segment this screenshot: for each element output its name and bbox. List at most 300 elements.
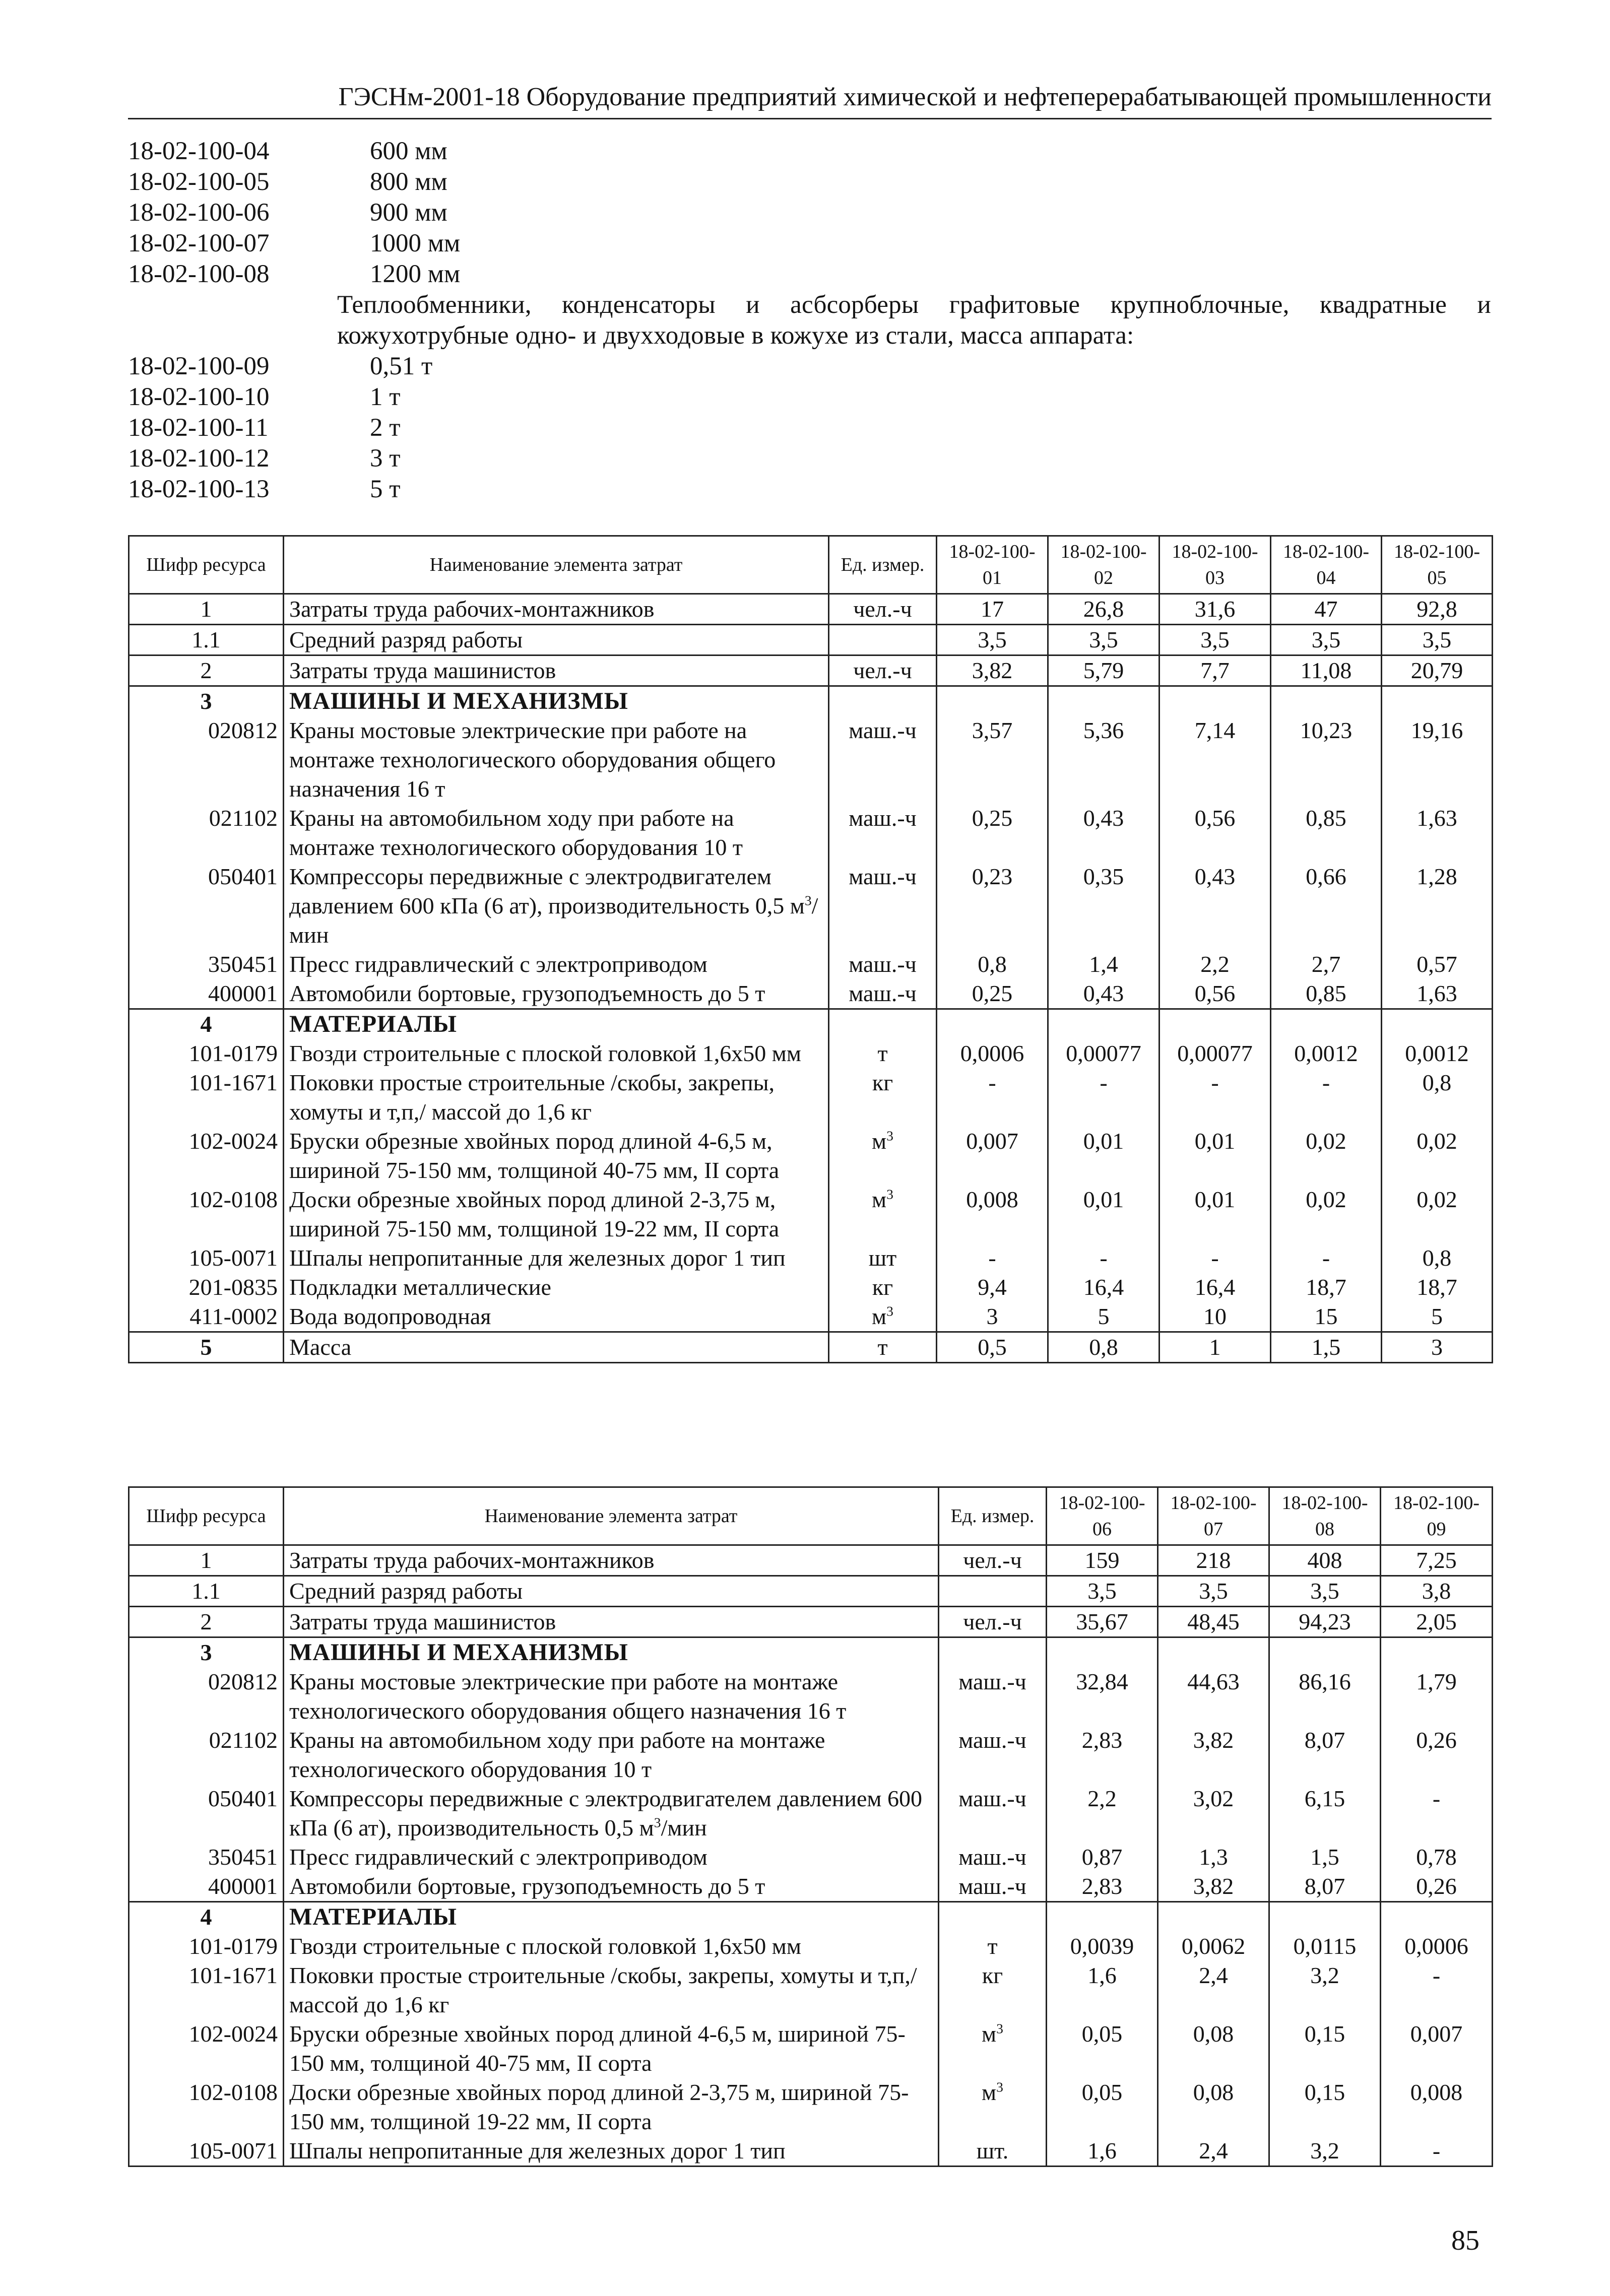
cell-value: 0,01 xyxy=(1048,1127,1160,1185)
cell-code: 102-0108 xyxy=(129,2078,284,2136)
cell-value: 5,36 xyxy=(1048,716,1160,804)
table-row xyxy=(129,950,1493,979)
cell-name: Поковки простые строительные /скобы, закрепы, хомуты и т,п,/ массой до 1,6 кг xyxy=(284,1068,829,1127)
section-title: МАТЕРИАЛЫ xyxy=(284,1902,939,1932)
cell-code: 101-0179 xyxy=(129,1932,284,1961)
header-col: 18-02-100-02 xyxy=(1048,536,1160,594)
cell-name: Пресс гидравлический с электроприводом xyxy=(284,950,829,979)
header-code: Шифр ресурса xyxy=(129,1487,284,1545)
cell-value: 2,83 xyxy=(1047,1726,1158,1784)
cell-name xyxy=(284,862,829,950)
section-title: МАТЕРИАЛЫ xyxy=(284,1009,829,1039)
cell-value: 35,67 xyxy=(1047,1607,1158,1637)
cell-value: 0,56 xyxy=(1160,804,1271,862)
code-row xyxy=(128,413,1492,443)
table-row xyxy=(129,625,1493,655)
table-row xyxy=(129,655,1493,686)
cell-unit xyxy=(939,1576,1047,1607)
cell-name: Шпалы непропитанные для железных дорог 1 тип xyxy=(284,2136,939,2167)
table-row xyxy=(129,1068,1493,1127)
superscript: 3 xyxy=(886,1303,893,1319)
cell-code: 201-0835 xyxy=(129,1273,284,1302)
cell-value: 7,25 xyxy=(1381,1545,1493,1576)
cell-value: 8,07 xyxy=(1269,1726,1381,1784)
cell-name: Гвозди строительные с плоской головкой 1,6х50 мм xyxy=(284,1932,939,1961)
cell-value: 1,63 xyxy=(1382,804,1493,862)
code-row xyxy=(128,228,1492,259)
cell-value: 0,008 xyxy=(937,1185,1048,1243)
section-row-machines xyxy=(129,1637,1493,1668)
table-row xyxy=(129,1872,1493,1902)
cell-value: 0,78 xyxy=(1381,1843,1493,1872)
cell-value: 19,16 xyxy=(1382,716,1493,804)
cell-value: 3,8 xyxy=(1381,1576,1493,1607)
table-row xyxy=(129,1127,1493,1185)
cell-unit: маш.-ч xyxy=(939,1872,1047,1902)
resource-table-2 xyxy=(128,1486,1493,2167)
cell-unit: чел.-ч xyxy=(829,594,937,625)
cell-value: 94,23 xyxy=(1269,1607,1381,1637)
cell-value: 3,82 xyxy=(1158,1872,1269,1902)
cell-unit: шт. xyxy=(939,2136,1047,2167)
cell-name: Средний разряд работы xyxy=(284,1576,939,1607)
cell-value: 3,2 xyxy=(1269,1961,1381,2019)
cell-value: 0,08 xyxy=(1158,2078,1269,2136)
cell-value: - xyxy=(1271,1068,1382,1127)
table-row xyxy=(129,1607,1493,1637)
code-value: 800 мм xyxy=(370,168,447,196)
table-row xyxy=(129,594,1493,625)
cell-code: 050401 xyxy=(129,1784,284,1843)
code-row xyxy=(128,443,1492,474)
section-title: МАШИНЫ И МЕХАНИЗМЫ xyxy=(284,1637,939,1668)
cell-name: Затраты труда рабочих-монтажников xyxy=(284,1545,939,1576)
code-id: 18-02-100-12 xyxy=(128,444,270,473)
cell-unit: маш.-ч xyxy=(829,716,937,804)
cell-value: 11,08 xyxy=(1271,655,1382,686)
cell-value: 0,08 xyxy=(1158,2019,1269,2078)
cell-value: 20,79 xyxy=(1382,655,1493,686)
section-row-materials xyxy=(129,1902,1493,1932)
cell-value: 0,0012 xyxy=(1382,1039,1493,1068)
cell-value: 1,5 xyxy=(1269,1843,1381,1872)
cell-name: Затраты труда машинистов xyxy=(284,1607,939,1637)
code-id: 18-02-100-13 xyxy=(128,475,270,503)
cell-value: 5,79 xyxy=(1048,655,1160,686)
code-value: 0,51 т xyxy=(370,352,433,380)
cell-name: Подкладки металлические xyxy=(284,1273,829,1302)
table-row xyxy=(129,716,1493,804)
table-row xyxy=(129,1576,1493,1607)
cell-value: 2,83 xyxy=(1047,1872,1158,1902)
cell-value: 3,2 xyxy=(1269,2136,1381,2167)
cell-value: 3,02 xyxy=(1158,1784,1269,1843)
cell-name: Краны на автомобильном ходу при работе на монтаже технологического оборудования 10 т xyxy=(284,804,829,862)
cell-value: 1,63 xyxy=(1382,979,1493,1009)
cell-value: 2,2 xyxy=(1047,1784,1158,1843)
table-row-mass xyxy=(129,1332,1493,1363)
cell-name: Краны мостовые электрические при работе на монтаже технологического оборудования общего назначения 16 т xyxy=(284,1667,939,1726)
cell-value: 3,5 xyxy=(1158,1576,1269,1607)
cell-value: 44,63 xyxy=(1158,1667,1269,1726)
cell-name: Вода водопроводная xyxy=(284,1302,829,1332)
cell-value: 7,7 xyxy=(1160,655,1271,686)
cell-value: 10,23 xyxy=(1271,716,1382,804)
header-col: 18-02-100-01 xyxy=(937,536,1048,594)
table-row xyxy=(129,1932,1493,1961)
header-name: Наименование элемента затрат xyxy=(284,536,829,594)
cell-value: 3,5 xyxy=(1382,625,1493,655)
table-row xyxy=(129,1273,1493,1302)
code-id: 18-02-100-05 xyxy=(128,168,270,196)
header-name: Наименование элемента затрат xyxy=(284,1487,939,1545)
table-row xyxy=(129,1185,1493,1243)
table-row xyxy=(129,2136,1493,2167)
header-col: 18-02-100-07 xyxy=(1158,1487,1269,1545)
cell-name: Затраты труда рабочих-монтажников xyxy=(284,594,829,625)
cell-name: Пресс гидравлический с электроприводом xyxy=(284,1843,939,1872)
cell-value: 31,6 xyxy=(1160,594,1271,625)
table-header-row xyxy=(129,1487,1493,1545)
cell-unit: маш.-ч xyxy=(939,1667,1047,1726)
cell-code: 2 xyxy=(129,655,284,686)
cell-value: 0,25 xyxy=(937,804,1048,862)
header-col: 18-02-100-03 xyxy=(1160,536,1271,594)
resource-table-1 xyxy=(128,535,1493,1363)
cell-value: 0,0115 xyxy=(1269,1932,1381,1961)
cell-value: - xyxy=(1160,1068,1271,1127)
cell-code: 4 xyxy=(129,1009,284,1039)
cell-unit xyxy=(939,2078,1047,2136)
cell-value: 0,00077 xyxy=(1160,1039,1271,1068)
table-row xyxy=(129,2019,1493,2078)
code-list xyxy=(128,136,1492,505)
superscript: 3 xyxy=(804,892,812,908)
cell-value: 0,01 xyxy=(1160,1127,1271,1185)
cell-code: 1 xyxy=(129,594,284,625)
cell-value: 0,56 xyxy=(1160,979,1271,1009)
cell-name: Бруски обрезные хвойных пород длиной 4-6,5 м, шириной 75-150 мм, толщиной 40-75 мм, II сорта xyxy=(284,1127,829,1185)
code-value: 900 мм xyxy=(370,199,447,227)
cell-value: 47 xyxy=(1271,594,1382,625)
cell-value: 0,8 xyxy=(1382,1068,1493,1127)
cell-name: Доски обрезные хвойных пород длиной 2-3,75 м, шириной 75-150 мм, толщиной 19-22 мм, II сорта xyxy=(284,2078,939,2136)
table-row xyxy=(129,1243,1493,1273)
cell-code: 350451 xyxy=(129,1843,284,1872)
cell-code: 400001 xyxy=(129,1872,284,1902)
cell-value: 0,85 xyxy=(1271,804,1382,862)
cell-name: Краны на автомобильном ходу при работе на монтаже технологического оборудования 10 т xyxy=(284,1726,939,1784)
cell-value: 3,5 xyxy=(1160,625,1271,655)
code-value: 1200 мм xyxy=(370,260,461,288)
table-header-row xyxy=(129,536,1493,594)
header-col: 18-02-100-06 xyxy=(1047,1487,1158,1545)
unit-text: м xyxy=(982,2021,997,2047)
cell-value: 0,87 xyxy=(1047,1843,1158,1872)
cell-unit: маш.-ч xyxy=(829,862,937,950)
cell-code: 3 xyxy=(129,1637,284,1668)
table-row xyxy=(129,1545,1493,1576)
cell-value: 32,84 xyxy=(1047,1667,1158,1726)
cell-unit xyxy=(829,1302,937,1332)
cell-value: 5 xyxy=(1048,1302,1160,1332)
code-value: 600 мм xyxy=(370,137,447,165)
cell-name: Автомобили бортовые, грузоподъемность до 5 т xyxy=(284,1872,939,1902)
superscript: 3 xyxy=(996,2020,1003,2037)
cell-value: 86,16 xyxy=(1269,1667,1381,1726)
cell-value: 3,82 xyxy=(937,655,1048,686)
superscript: 3 xyxy=(886,1186,893,1202)
cell-code: 105-0071 xyxy=(129,2136,284,2167)
code-row xyxy=(128,136,1492,167)
section-title: МАШИНЫ И МЕХАНИЗМЫ xyxy=(284,686,829,716)
cell-value: 5 xyxy=(1382,1302,1493,1332)
code-row xyxy=(128,382,1492,413)
cell-value: 9,4 xyxy=(937,1273,1048,1302)
cell-value: 3,5 xyxy=(1048,625,1160,655)
cell-value: 3,57 xyxy=(937,716,1048,804)
cell-unit: кг xyxy=(829,1273,937,1302)
cell-value: 0,0006 xyxy=(937,1039,1048,1068)
cell-code: 020812 xyxy=(129,716,284,804)
header-col: 18-02-100-04 xyxy=(1271,536,1382,594)
cell-code: 102-0024 xyxy=(129,2019,284,2078)
cell-value: - xyxy=(1381,1961,1493,2019)
table-row xyxy=(129,1726,1493,1784)
header-col: 18-02-100-05 xyxy=(1382,536,1493,594)
cell-unit xyxy=(939,2019,1047,2078)
cell-value: 1,4 xyxy=(1048,950,1160,979)
cell-value: 10 xyxy=(1160,1302,1271,1332)
table-row xyxy=(129,1961,1493,2019)
code-row xyxy=(128,351,1492,382)
cell-name-text: Компрессоры передвижные с электродвигателем давлением 600 кПа (6 ат), производительность 0,5 м xyxy=(289,864,805,919)
cell-value: 0,15 xyxy=(1269,2078,1381,2136)
cell-value: 408 xyxy=(1269,1545,1381,1576)
cell-value: - xyxy=(1048,1068,1160,1127)
cell-unit xyxy=(829,625,937,655)
cell-value: 0,05 xyxy=(1047,2078,1158,2136)
cell-value: 1,79 xyxy=(1381,1667,1493,1726)
cell-code: 021102 xyxy=(129,1726,284,1784)
cell-name: Шпалы непропитанные для железных дорог 1 тип xyxy=(284,1243,829,1273)
cell-unit: шт xyxy=(829,1243,937,1273)
cell-value: 2,7 xyxy=(1271,950,1382,979)
cell-value: 18,7 xyxy=(1271,1273,1382,1302)
cell-name: Гвозди строительные с плоской головкой 1,6х50 мм xyxy=(284,1039,829,1068)
cell-code: 101-0179 xyxy=(129,1039,284,1068)
cell-value: 1,6 xyxy=(1047,1961,1158,2019)
superscript: 3 xyxy=(654,1814,661,1830)
cell-value: 0,43 xyxy=(1048,804,1160,862)
cell-value: 0,05 xyxy=(1047,2019,1158,2078)
cell-value: 0,0062 xyxy=(1158,1932,1269,1961)
cell-name: Средний разряд работы xyxy=(284,625,829,655)
equipment-description: Теплообменники, конденсаторы и асбсорберы графитовые крупноблочные, квадратные и кожухотрубные одно- и двухходовые в кожухе из стали, масса аппарата: xyxy=(337,291,1491,350)
superscript: 3 xyxy=(996,2079,1003,2095)
table-row xyxy=(129,804,1493,862)
section-row-materials xyxy=(129,1009,1493,1039)
cell-value: 0,0012 xyxy=(1271,1039,1382,1068)
superscript: 3 xyxy=(886,1128,893,1144)
cell-value: 0,35 xyxy=(1048,862,1160,950)
cell-value: 0,0006 xyxy=(1381,1932,1493,1961)
table-row xyxy=(129,1039,1493,1068)
code-value: 5 т xyxy=(370,475,401,503)
cell-name: Масса xyxy=(284,1332,829,1363)
cell-code: 020812 xyxy=(129,1667,284,1726)
cell-value: 7,14 xyxy=(1160,716,1271,804)
cell-name: Доски обрезные хвойных пород длиной 2-3,75 м, шириной 75-150 мм, толщиной 19-22 мм, II сорта xyxy=(284,1185,829,1243)
table-row xyxy=(129,1667,1493,1726)
cell-value: 2,2 xyxy=(1160,950,1271,979)
cell-code: 3 xyxy=(129,686,284,716)
code-row xyxy=(128,474,1492,505)
cell-value: - xyxy=(937,1243,1048,1273)
cell-value: - xyxy=(1381,2136,1493,2167)
cell-code: 5 xyxy=(129,1332,284,1363)
cell-value: 2,05 xyxy=(1381,1607,1493,1637)
cell-value: 16,4 xyxy=(1160,1273,1271,1302)
cell-value: 0,25 xyxy=(937,979,1048,1009)
code-row xyxy=(128,259,1492,290)
cell-value: 8,07 xyxy=(1269,1872,1381,1902)
unit-text: м xyxy=(982,2079,997,2105)
cell-value: 0,26 xyxy=(1381,1726,1493,1784)
cell-value: 0,8 xyxy=(937,950,1048,979)
cell-unit: чел.-ч xyxy=(939,1545,1047,1576)
code-value: 2 т xyxy=(370,414,401,442)
cell-value: 0,01 xyxy=(1048,1185,1160,1243)
cell-value: 1,6 xyxy=(1047,2136,1158,2167)
code-row xyxy=(128,198,1492,228)
cell-value: 3,5 xyxy=(1047,1576,1158,1607)
code-id: 18-02-100-04 xyxy=(128,137,270,165)
cell-value: - xyxy=(1160,1243,1271,1273)
cell-code: 1.1 xyxy=(129,1576,284,1607)
cell-value: 18,7 xyxy=(1382,1273,1493,1302)
cell-value: 3,5 xyxy=(1271,625,1382,655)
code-id: 18-02-100-06 xyxy=(128,199,270,227)
cell-value: 26,8 xyxy=(1048,594,1160,625)
cell-code: 350451 xyxy=(129,950,284,979)
page-number: 85 xyxy=(1451,2225,1479,2256)
cell-value: 3,82 xyxy=(1158,1726,1269,1784)
unit-text: м xyxy=(872,1303,887,1329)
cell-unit: т xyxy=(829,1039,937,1068)
cell-unit: маш.-ч xyxy=(829,950,937,979)
cell-value: 2,4 xyxy=(1158,1961,1269,2019)
cell-value: 0,23 xyxy=(937,862,1048,950)
cell-value: 0,01 xyxy=(1160,1185,1271,1243)
cell-value: 0,15 xyxy=(1269,2019,1381,2078)
cell-value: 0,57 xyxy=(1382,950,1493,979)
code-id: 18-02-100-11 xyxy=(128,414,269,442)
section-row-machines xyxy=(129,686,1493,716)
cell-name: Затраты труда машинистов xyxy=(284,655,829,686)
cell-code: 4 xyxy=(129,1902,284,1932)
cell-unit: маш.-ч xyxy=(939,1843,1047,1872)
cell-value: 0,008 xyxy=(1381,2078,1493,2136)
cell-name: Автомобили бортовые, грузоподъемность до 5 т xyxy=(284,979,829,1009)
table-row xyxy=(129,1843,1493,1872)
code-value: 3 т xyxy=(370,444,401,473)
table-row xyxy=(129,862,1493,950)
header-col: 18-02-100-09 xyxy=(1381,1487,1493,1545)
cell-value: 0,85 xyxy=(1271,979,1382,1009)
cell-value: 0,02 xyxy=(1382,1185,1493,1243)
cell-value: 16,4 xyxy=(1048,1273,1160,1302)
cell-unit: чел.-ч xyxy=(939,1607,1047,1637)
cell-unit: маш.-ч xyxy=(829,979,937,1009)
cell-value: - xyxy=(1381,1784,1493,1843)
cell-value: 0,007 xyxy=(937,1127,1048,1185)
unit-text: м xyxy=(872,1128,887,1154)
cell-code: 411-0002 xyxy=(129,1302,284,1332)
cell-value: 0,00077 xyxy=(1048,1039,1160,1068)
cell-value: 3,5 xyxy=(937,625,1048,655)
cell-unit xyxy=(829,1127,937,1185)
cell-name-text: /мин xyxy=(289,893,818,948)
table-row xyxy=(129,2078,1493,2136)
cell-value: 1,28 xyxy=(1382,862,1493,950)
cell-value: 92,8 xyxy=(1382,594,1493,625)
header-col: 18-02-100-08 xyxy=(1269,1487,1381,1545)
cell-value: 0,02 xyxy=(1271,1185,1382,1243)
cell-code: 021102 xyxy=(129,804,284,862)
cell-code: 101-1671 xyxy=(129,1068,284,1127)
cell-value: - xyxy=(1271,1243,1382,1273)
cell-name: Бруски обрезные хвойных пород длиной 4-6,5 м, шириной 75-150 мм, толщиной 40-75 мм, II сорта xyxy=(284,2019,939,2078)
cell-unit xyxy=(829,1185,937,1243)
cell-value: 3,5 xyxy=(1269,1576,1381,1607)
cell-value: 218 xyxy=(1158,1545,1269,1576)
cell-name-text: Компрессоры передвижные с электродвигателем давлением 600 кПа (6 ат), производительность 0,5 м xyxy=(289,1786,923,1841)
cell-value: 17 xyxy=(937,594,1048,625)
cell-unit: т xyxy=(939,1932,1047,1961)
cell-code: 102-0108 xyxy=(129,1185,284,1243)
cell-code: 101-1671 xyxy=(129,1961,284,2019)
cell-name xyxy=(284,1784,939,1843)
header-code: Шифр ресурса xyxy=(129,536,284,594)
cell-value: 0,5 xyxy=(937,1332,1048,1363)
cell-value: 3 xyxy=(937,1302,1048,1332)
code-row xyxy=(128,167,1492,198)
cell-value: 0,02 xyxy=(1271,1127,1382,1185)
cell-value: 0,26 xyxy=(1381,1872,1493,1902)
code-id: 18-02-100-08 xyxy=(128,260,270,288)
cell-value: 0,43 xyxy=(1160,862,1271,950)
cell-unit: маш.-ч xyxy=(939,1784,1047,1843)
cell-unit: чел.-ч xyxy=(829,655,937,686)
code-value: 1000 мм xyxy=(370,229,461,257)
table-row xyxy=(129,1784,1493,1843)
cell-unit: маш.-ч xyxy=(829,804,937,862)
cell-value: 0,0039 xyxy=(1047,1932,1158,1961)
cell-value: 159 xyxy=(1047,1545,1158,1576)
unit-text: м xyxy=(872,1187,887,1212)
cell-name: Краны мостовые электрические при работе на монтаже технологического оборудования общего назначения 16 т xyxy=(284,716,829,804)
code-id: 18-02-100-07 xyxy=(128,229,270,257)
cell-code: 1 xyxy=(129,1545,284,1576)
cell-value: 48,45 xyxy=(1158,1607,1269,1637)
cell-value: 0,007 xyxy=(1381,2019,1493,2078)
cell-code: 105-0071 xyxy=(129,1243,284,1273)
cell-name: Поковки простые строительные /скобы, закрепы, хомуты и т,п,/ массой до 1,6 кг xyxy=(284,1961,939,2019)
header-unit: Ед. измер. xyxy=(829,536,937,594)
cell-unit: кг xyxy=(829,1068,937,1127)
cell-value: 1,5 xyxy=(1271,1332,1382,1363)
